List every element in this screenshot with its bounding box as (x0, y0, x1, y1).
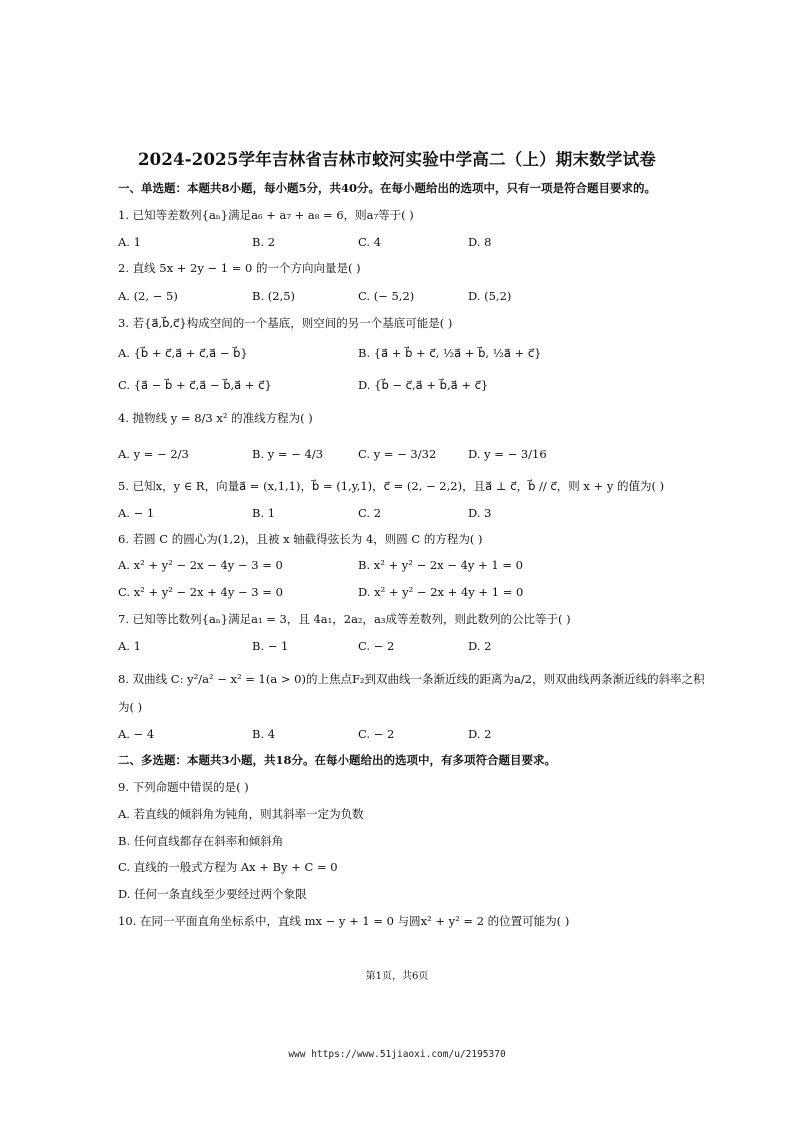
section-heading-single-choice: 一、单选题：本题共8小题，每小题5分，共40分。在每小题给出的选项中，只有一项是符合题目要求的。 (118, 181, 657, 195)
question-2-option-a: A. (2, − 5) (118, 289, 178, 303)
question-7-option-c: C. − 2 (358, 639, 395, 653)
question-2-option-b: B. (2,5) (252, 289, 296, 303)
question-3-option-b: B. {a⃗ + b⃗ + c⃗, ½a⃗ + b⃗, ½a⃗ + c⃗} (358, 346, 542, 360)
question-5-stem: 5. 已知x，y ∈ R，向量a⃗ = (x,1,1)，b⃗ = (1,y,1)，c⃗ = (2, − 2,2)，且a⃗ ⊥ c⃗，b⃗ // c⃗，则 x + y 的值为( ) (118, 479, 665, 493)
question-5-option-a: A. − 1 (118, 506, 155, 520)
question-6-option-a: A. x² + y² − 2x − 4y − 3 = 0 (118, 558, 283, 572)
question-9-option-a: A. 若直线的倾斜角为钝角，则其斜率一定为负数 (118, 807, 364, 821)
page-footer: 第1页，共6页 (365, 971, 429, 982)
question-9-option-c: C. 直线的一般式方程为 Ax + By + C = 0 (118, 860, 338, 874)
section-heading-multiple-choice: 二、多选题：本题共3小题，共18分。在每小题给出的选项中，有多项符合题目要求。 (118, 753, 557, 767)
question-8-option-a: A. − 4 (118, 727, 155, 741)
question-4-option-c: C. y = − 3/32 (358, 447, 437, 461)
question-4-stem: 4. 抛物线 y = 8/3 x² 的准线方程为( ) (118, 411, 313, 425)
question-3-option-c: C. {a⃗ − b⃗ + c⃗,a⃗ − b⃗,a⃗ + c⃗} (118, 378, 272, 392)
question-8-stem: 8. 双曲线 C: y²/a² − x² = 1(a > 0)的上焦点F₂到双曲线一条渐近线的距离为a/2，则双曲线两条渐近线的斜率之积 (118, 672, 705, 686)
question-7-option-a: A. 1 (118, 639, 141, 653)
question-2-option-d: D. (5,2) (468, 289, 512, 303)
question-8-option-c: C. − 2 (358, 727, 395, 741)
question-4-option-a: A. y = − 2/3 (118, 447, 189, 461)
question-7-option-b: B. − 1 (252, 639, 289, 653)
question-9-option-b: B. 任何直线都存在斜率和倾斜角 (118, 834, 284, 848)
question-8-option-d: D. 2 (468, 727, 492, 741)
question-6-option-d: D. x² + y² − 2x + 4y + 1 = 0 (358, 585, 524, 599)
question-9-stem: 9. 下列命题中错误的是( ) (118, 780, 249, 794)
question-3-option-a: A. {b⃗ + c⃗,a⃗ + c⃗,a⃗ − b⃗} (118, 346, 248, 360)
question-10-stem: 10. 在同一平面直角坐标系中，直线 mx − y + 1 = 0 与圆x² + y² = 2 的位置可能为( ) (118, 914, 570, 928)
question-7-stem: 7. 已知等比数列{aₙ}满足a₁ = 3，且 4a₁，2a₂，a₃成等差数列，则此数列的公比等于( ) (118, 612, 571, 626)
question-8-stem-continued: 为( ) (118, 700, 143, 714)
question-1-stem: 1. 已知等差数列{aₙ}满足a₆ + a₇ + a₈ = 6，则a₇等于( ) (118, 208, 414, 222)
question-2-option-c: C. (− 5,2) (358, 289, 415, 303)
question-6-option-c: C. x² + y² − 2x + 4y − 3 = 0 (118, 585, 283, 599)
question-5-option-c: C. 2 (358, 506, 382, 520)
question-1-option-a: A. 1 (118, 235, 141, 249)
question-5-option-d: D. 3 (468, 506, 492, 520)
question-3-stem: 3. 若{a⃗,b⃗,c⃗}构成空间的一个基底，则空间的另一个基底可能是( ) (118, 316, 453, 330)
question-1-option-d: D. 8 (468, 235, 492, 249)
question-4-option-d: D. y = − 3/16 (468, 447, 547, 461)
page-title: 2024-2025学年吉林省吉林市蛟河实验中学高二（上）期末数学试卷 (138, 150, 656, 169)
question-6-stem: 6. 若圆 C 的圆心为(1,2)，且被 x 轴截得弦长为 4，则圆 C 的方程为( ) (118, 532, 483, 546)
question-7-option-d: D. 2 (468, 639, 492, 653)
question-8-option-b: B. 4 (252, 727, 276, 741)
question-4-option-b: B. y = − 4/3 (252, 447, 324, 461)
question-2-stem: 2. 直线 5x + 2y − 1 = 0 的一个方向向量是( ) (118, 261, 361, 275)
question-3-option-d: D. {b⃗ − c⃗,a⃗ + b⃗,a⃗ + c⃗} (358, 378, 489, 392)
question-1-option-b: B. 2 (252, 235, 276, 249)
question-6-option-b: B. x² + y² − 2x − 4y + 1 = 0 (358, 558, 523, 572)
question-9-option-d: D. 任何一条直线至少要经过两个象限 (118, 887, 307, 901)
question-5-option-b: B. 1 (252, 506, 276, 520)
watermark-url: www https://www.51jiaoxi.com/u/2195370 (288, 1049, 506, 1060)
question-1-option-c: C. 4 (358, 235, 382, 249)
